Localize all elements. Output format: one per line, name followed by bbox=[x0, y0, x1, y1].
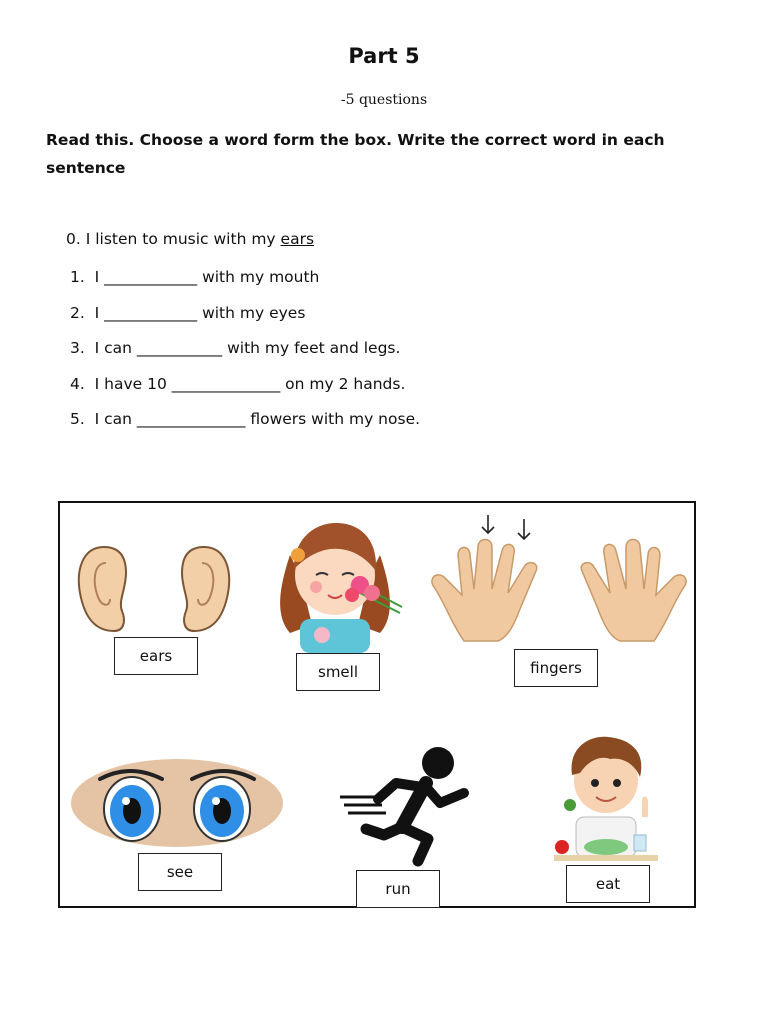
word-card-eat bbox=[566, 865, 650, 903]
example-prefix: 0. I listen to music with my bbox=[66, 230, 281, 248]
word-card-see bbox=[138, 853, 222, 891]
page-title: Part 5 bbox=[348, 44, 420, 68]
word-card-run bbox=[356, 870, 440, 908]
question-3: 3. I can ___________ with my feet and legs. bbox=[70, 339, 401, 357]
question-4: 4. I have 10 ______________ on my 2 hands. bbox=[70, 374, 406, 393]
word-card-ears bbox=[114, 637, 198, 675]
example-answer: ears bbox=[280, 230, 315, 248]
eyes-icon bbox=[70, 757, 284, 849]
word-ears: ears bbox=[139, 647, 173, 665]
question-1: 1. I ____________ with my mouth bbox=[70, 268, 320, 286]
instructions: Read this. Choose a word form the box. Write the correct word in each sentence bbox=[46, 131, 665, 177]
word-eat: eat bbox=[595, 875, 621, 893]
word-fingers: fingers bbox=[530, 659, 582, 677]
example-sentence bbox=[66, 230, 314, 248]
word-card-fingers bbox=[514, 649, 598, 687]
word-smell: smell bbox=[318, 663, 358, 681]
question-2: 2. I ____________ with my eyes bbox=[70, 303, 306, 322]
page-subtitle: -5 questions bbox=[340, 92, 428, 108]
question-list bbox=[70, 268, 420, 446]
question-5: 5. I can ______________ flowers with my nose. bbox=[70, 410, 421, 428]
word-card-smell bbox=[296, 653, 380, 691]
runner-icon bbox=[336, 743, 476, 867]
word-box bbox=[58, 501, 696, 908]
word-see: see bbox=[166, 863, 194, 881]
ear-icon bbox=[74, 541, 234, 636]
word-run: run bbox=[385, 880, 411, 898]
boy-eating-icon bbox=[550, 733, 662, 865]
hands-icon bbox=[428, 513, 690, 647]
girl-smelling-flowers-icon bbox=[260, 515, 410, 653]
